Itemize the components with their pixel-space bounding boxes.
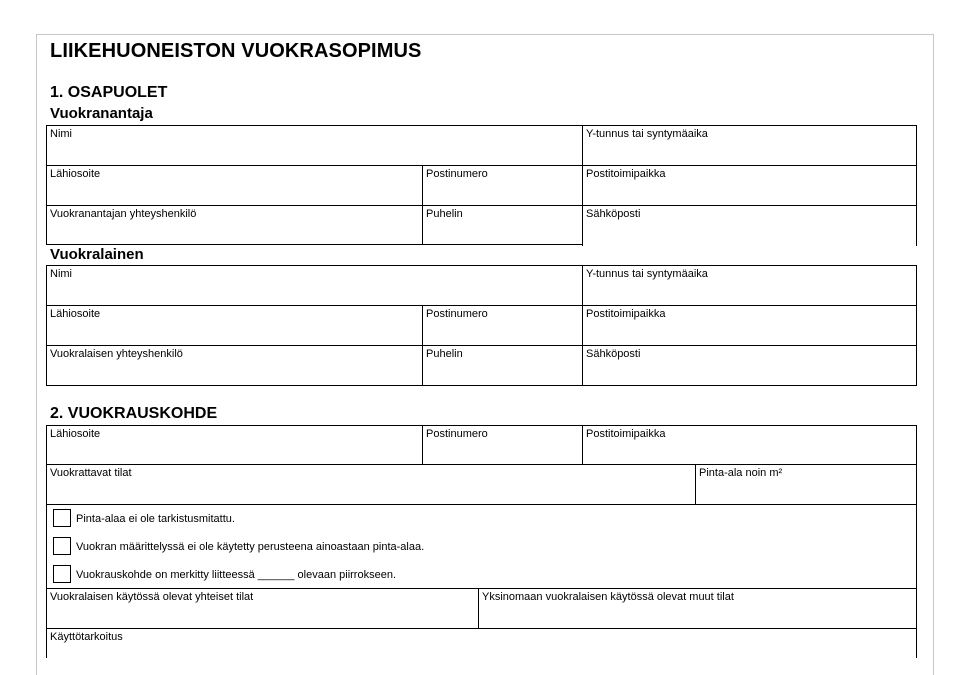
purpose-field[interactable] bbox=[46, 628, 917, 658]
rent-basis-checkbox[interactable] bbox=[53, 537, 71, 555]
landlord-street-label: Lähiosoite bbox=[50, 168, 101, 180]
tenant-postal-code-field[interactable] bbox=[422, 305, 583, 346]
rented-premises-label: Vuokrattavat tilat bbox=[50, 467, 132, 479]
landlord-postal-code-field[interactable] bbox=[422, 165, 583, 205]
landlord-phone-field[interactable] bbox=[422, 205, 583, 245]
landlord-street-field[interactable] bbox=[46, 165, 423, 205]
rent-basis-text: Vuokran määrittelyssä ei ole käytetty perusteena ainoastaan pinta-alaa. bbox=[76, 541, 425, 553]
tenant-city-label: Postitoimipaikka bbox=[586, 308, 666, 320]
premises-street-label: Lähiosoite bbox=[50, 428, 101, 440]
landlord-heading: Vuokranantaja bbox=[50, 105, 153, 122]
tenant-contact-field[interactable] bbox=[46, 345, 423, 386]
landlord-city-label: Postitoimipaikka bbox=[586, 168, 666, 180]
area-label: Pinta-ala noin m² bbox=[699, 467, 783, 479]
landlord-name-field[interactable] bbox=[46, 125, 583, 165]
premises-postal-code-label: Postinumero bbox=[426, 428, 488, 440]
premises-city-label: Postitoimipaikka bbox=[586, 428, 666, 440]
landlord-contact-field[interactable] bbox=[46, 205, 423, 245]
tenant-business-id-label: Y-tunnus tai syntymäaika bbox=[586, 268, 708, 280]
area-not-measured-checkbox[interactable] bbox=[53, 509, 71, 527]
tenant-email-label: Sähköposti bbox=[586, 348, 641, 360]
document-title: LIIKEHUONEISTON VUOKRASOPIMUS bbox=[50, 40, 422, 62]
tenant-street-label: Lähiosoite bbox=[50, 308, 101, 320]
landlord-phone-label: Puhelin bbox=[426, 208, 463, 220]
tenant-phone-label: Puhelin bbox=[426, 348, 463, 360]
premises-postal-code-field[interactable] bbox=[422, 425, 583, 465]
tenant-heading: Vuokralainen bbox=[50, 246, 144, 263]
exclusive-spaces-label: Yksinomaan vuokralaisen käytössä olevat muut tilat bbox=[482, 591, 734, 603]
premises-city-field[interactable] bbox=[582, 425, 917, 465]
landlord-business-id-field[interactable] bbox=[582, 125, 917, 165]
tenant-city-field[interactable] bbox=[582, 305, 917, 346]
landlord-contact-label: Vuokranantajan yhteyshenkilö bbox=[50, 208, 197, 220]
tenant-name-field[interactable] bbox=[46, 265, 583, 306]
landlord-business-id-label: Y-tunnus tai syntymäaika bbox=[586, 128, 708, 140]
tenant-postal-code-label: Postinumero bbox=[426, 308, 488, 320]
floorplan-attachment-checkbox[interactable] bbox=[53, 565, 71, 583]
exclusive-spaces-field[interactable] bbox=[478, 588, 917, 629]
landlord-postal-code-label: Postinumero bbox=[426, 168, 488, 180]
floorplan-attachment-text: Vuokrauskohde on merkitty liitteessä ______ olevaan piirrokseen. bbox=[76, 569, 396, 581]
tenant-name-label: Nimi bbox=[50, 268, 72, 280]
landlord-email-field[interactable] bbox=[582, 205, 917, 246]
purpose-label: Käyttötarkoitus bbox=[50, 631, 123, 643]
section-2-heading: 2. VUOKRAUSKOHDE bbox=[50, 405, 218, 422]
tenant-phone-field[interactable] bbox=[422, 345, 583, 386]
area-field[interactable] bbox=[695, 464, 917, 505]
tenant-contact-label: Vuokralaisen yhteyshenkilö bbox=[50, 348, 183, 360]
premises-street-field[interactable] bbox=[46, 425, 423, 465]
landlord-name-label: Nimi bbox=[50, 128, 72, 140]
shared-spaces-label: Vuokralaisen käytössä olevat yhteiset tilat bbox=[50, 591, 254, 603]
shared-spaces-field[interactable] bbox=[46, 588, 479, 629]
tenant-email-field[interactable] bbox=[582, 345, 917, 386]
area-not-measured-text: Pinta-alaa ei ole tarkistusmitattu. bbox=[76, 513, 235, 525]
section-1-heading: 1. OSAPUOLET bbox=[50, 84, 168, 101]
landlord-email-label: Sähköposti bbox=[586, 208, 641, 220]
landlord-city-field[interactable] bbox=[582, 165, 917, 205]
tenant-business-id-field[interactable] bbox=[582, 265, 917, 306]
rented-premises-field[interactable] bbox=[46, 464, 696, 505]
tenant-street-field[interactable] bbox=[46, 305, 423, 346]
